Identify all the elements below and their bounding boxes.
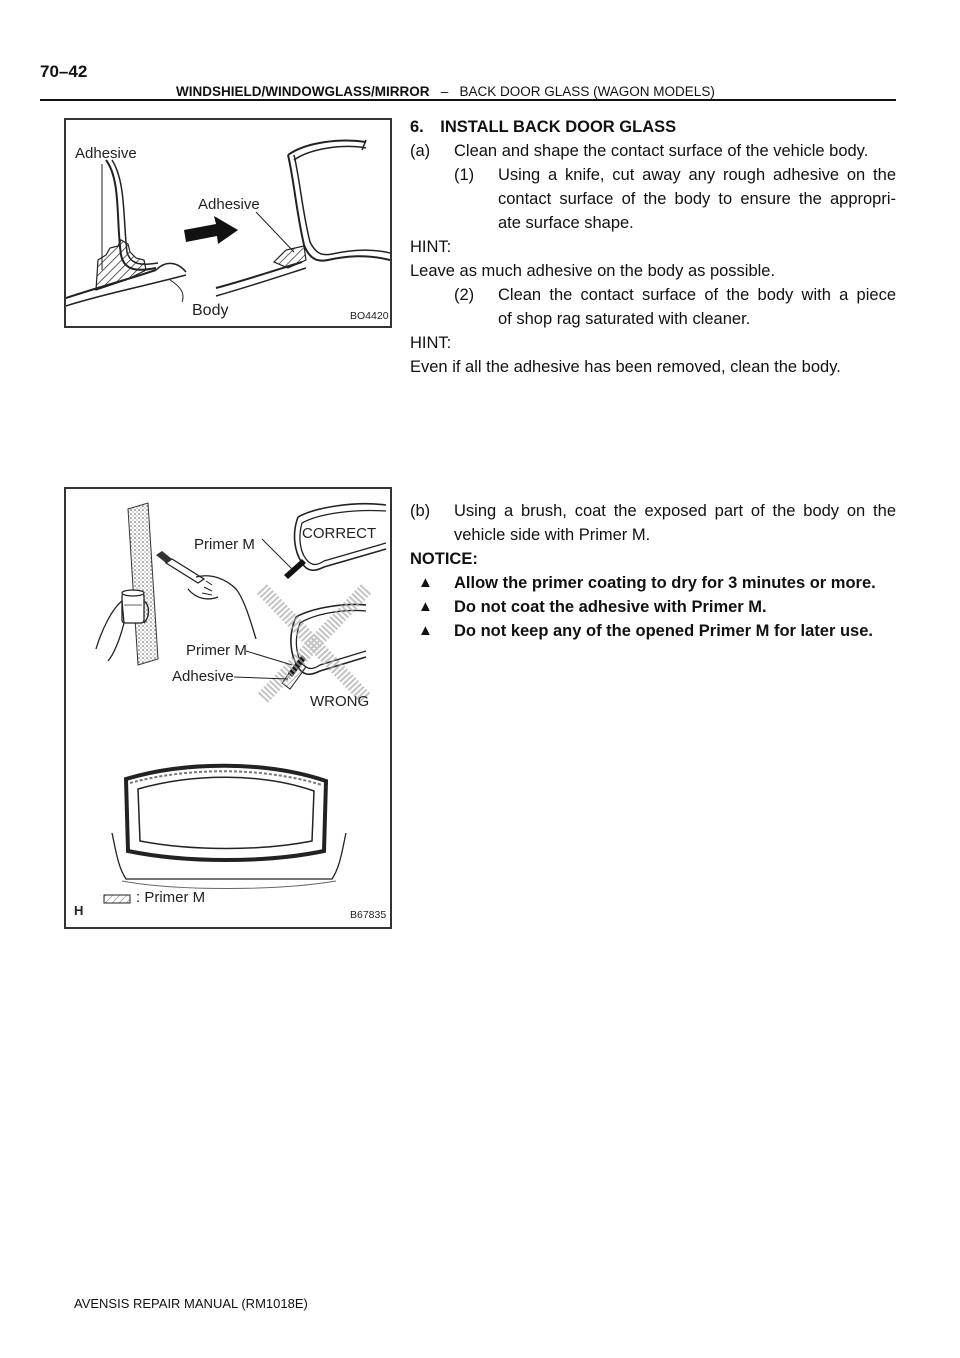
- step-b-line2: vehicle side with Primer M.: [454, 526, 651, 544]
- step-a2-number: (2): [454, 286, 475, 304]
- step-a-text: Clean and shape the contact surface of the vehicle body.: [454, 142, 869, 160]
- step-a1-number: (1): [454, 166, 475, 184]
- section-title: WINDSHIELD/WINDOWGLASS/MIRROR: [176, 84, 430, 99]
- step-a1-line2: contact surface of the body to ensure the appropri-: [498, 190, 896, 208]
- step-a1-line1: Using a knife, cut away any rough adhesive on the: [498, 166, 896, 184]
- manual-footer: AVENSIS REPAIR MANUAL (RM1018E): [74, 1296, 308, 1311]
- bullet-icon: ▲: [418, 574, 433, 591]
- step-b-number: (b): [410, 502, 431, 520]
- notice-text: Allow the primer coating to dry for 3 minutes or more.: [454, 574, 876, 592]
- step-b-line1: Using a brush, coat the exposed part of the body on the: [454, 502, 896, 520]
- label-wrong: WRONG: [310, 693, 370, 710]
- label-correct: CORRECT: [302, 525, 377, 542]
- step-a2-line1: Clean the contact surface of the body with a piece: [498, 286, 896, 304]
- step-a1-line3: ate surface shape.: [498, 214, 634, 232]
- step-a2-line2: of shop rag saturated with cleaner.: [498, 310, 751, 328]
- step-title: 6. INSTALL BACK DOOR GLASS: [410, 118, 677, 136]
- figure-code: B67835: [350, 909, 387, 921]
- label-primer-m-mid: Primer M: [186, 642, 247, 659]
- corner-letter: H: [74, 903, 84, 918]
- notice-text: Do not keep any of the opened Primer M for later use.: [454, 622, 873, 640]
- notice-text: Do not coat the adhesive with Primer M.: [454, 598, 767, 616]
- hint1-label: HINT:: [410, 238, 452, 256]
- step-a-number: (a): [410, 142, 431, 160]
- label-body: Body: [192, 302, 229, 319]
- hint1-text: Leave as much adhesive on the body as possible.: [410, 262, 776, 280]
- header-rule: [40, 99, 896, 101]
- figure-adhesive-body: [64, 118, 392, 328]
- label-adhesive-left: Adhesive: [75, 145, 137, 162]
- section-header: [176, 84, 715, 99]
- label-adhesive-right: Adhesive: [198, 196, 260, 213]
- page-number: 70–42: [40, 62, 88, 81]
- legend-primer-m: : Primer M: [136, 889, 206, 906]
- bullet-icon: ▲: [418, 622, 433, 639]
- hint2-label: HINT:: [410, 334, 452, 352]
- label-adhesive: Adhesive: [172, 668, 234, 685]
- subsection-title: BACK DOOR GLASS (WAGON MODELS): [459, 84, 715, 99]
- hint2-text: Even if all the adhesive has been removed, clean the body.: [410, 358, 841, 376]
- figure-code: BO4420: [350, 310, 389, 322]
- figure-primer-application: [64, 487, 392, 929]
- notice-label: NOTICE:: [410, 550, 478, 568]
- bullet-icon: ▲: [418, 598, 433, 615]
- label-primer-m-top: Primer M: [194, 536, 255, 553]
- header-separator: –: [440, 84, 449, 99]
